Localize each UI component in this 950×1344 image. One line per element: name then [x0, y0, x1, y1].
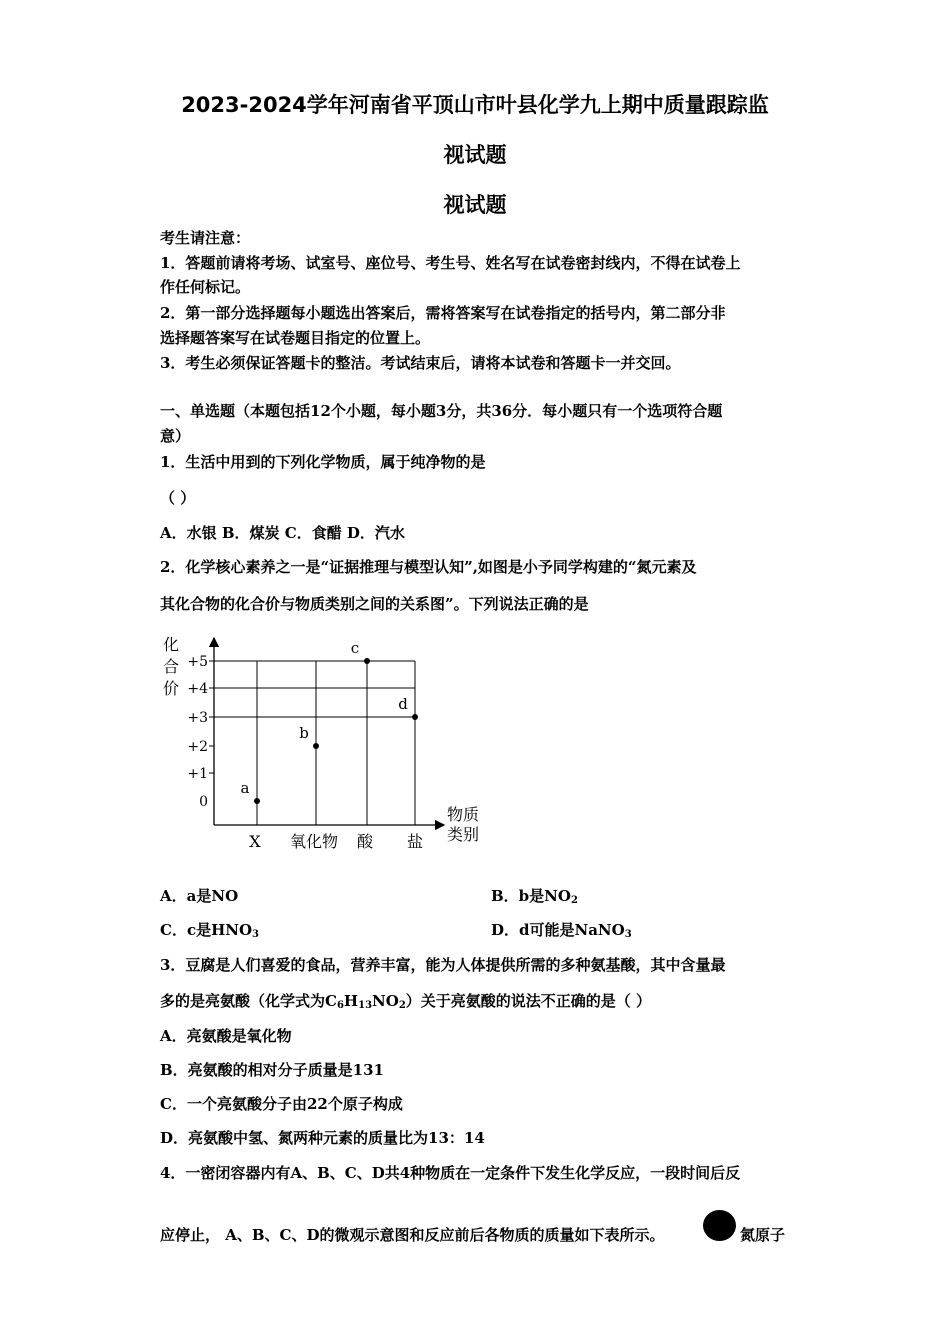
x-tick-label: 盐 [406, 832, 424, 851]
x-tick-label: 酸 [356, 832, 374, 851]
data-point-label: a [240, 779, 250, 797]
data-point-label: d [398, 695, 408, 713]
y-tick-label: +5 [187, 654, 208, 670]
x-tick-label: X [249, 832, 261, 851]
y-axis-label-char-1: 化 [163, 635, 180, 654]
section-heading: 一、单选题（本题包括12个小题，每小题3分，共36分．每小题只有一个选项符合题 [160, 402, 723, 420]
y-tick-label: +3 [187, 710, 208, 726]
question-2-option-d: D．d可能是NaNO$_3$ [491, 921, 632, 940]
data-point-a [254, 798, 260, 804]
data-point-d [412, 714, 418, 720]
question-1-options: A．水银 B．煤炭 C．食醋 D．汽水 [160, 524, 405, 542]
question-3-option-d: D．亮氨酸中氢、氮两种元素的质量比为13：14 [160, 1129, 485, 1147]
page-title-continued: 视试题 [443, 143, 507, 167]
y-tick-label: +1 [187, 766, 208, 782]
question-3-stem: 3．豆腐是人们喜爱的食品，营养丰富，能为人体提供所需的多种氨基酸，其中含量最 [160, 956, 726, 974]
nitrogen-atom-icon [703, 1210, 736, 1241]
notice-item-2-continued: 选择题答案写在试卷题目指定的位置上。 [160, 329, 431, 347]
notice-item-1: 1．答题前请将考场、试室号、座位号、考生号、姓名写在试卷密封线内，不得在试卷上 [160, 254, 741, 272]
question-3-option-b: B．亮氨酸的相对分子质量是131 [160, 1061, 384, 1079]
x-tick-label: 氧化物 [289, 832, 339, 851]
nitrogen-atom-label: 氮原子 [740, 1226, 786, 1244]
question-4-stem: 4．一密闭容器内有A、B、C、D共4种物质在一定条件下发生化学反应，一段时间后反 [160, 1164, 741, 1182]
data-point-label: c [350, 639, 360, 657]
page-title: 2023-2024学年河南省平顶山市叶县化学九上期中质量跟踪监 [181, 93, 769, 117]
x-axis-label-line-1: 物质 [447, 805, 480, 824]
question-1-stem: 1．生活中用到的下列化学物质，属于纯净物的是 [160, 453, 486, 471]
y-axis-label-char-3: 价 [163, 679, 180, 698]
y-tick-label: 0 [199, 794, 208, 810]
question-2-option-b: B．b是$NO_2$ [491, 887, 578, 906]
data-point-b [313, 743, 319, 749]
notice-heading: 考生请注意： [160, 229, 251, 247]
section-heading-continued: 意） [160, 427, 191, 445]
question-1-bracket: （ ） [160, 489, 196, 507]
y-tick-label: +4 [187, 681, 208, 697]
y-tick-label: +2 [187, 739, 208, 755]
question-2-stem: 2．化学核心素养之一是“证据推理与模型认知”,如图是小予同学构建的“氮元素及 [160, 558, 697, 576]
question-2-stem-continued: 其化合物的化合价与物质类别之间的关系图”。下列说法正确的是 [160, 595, 589, 613]
data-point-c [364, 658, 370, 664]
question-3-option-a: A．亮氨酸是氧化物 [160, 1027, 292, 1045]
question-3-option-c: C．一个亮氨酸分子由22个原子构成 [160, 1095, 403, 1113]
page-subtitle: 视试题 [443, 193, 507, 217]
y-axis-label-char-2: 合 [163, 657, 180, 676]
x-axis-label-line-2: 类别 [447, 825, 480, 844]
question-2-option-c: C．c是$HNO_3$ [160, 921, 259, 940]
valence-chart [150, 628, 490, 860]
notice-item-2: 2．第一部分选择题每小题选出答案后，需将答案写在试卷指定的括号内，第二部分非 [160, 304, 726, 322]
question-2-option-a: A．a是NO [160, 887, 239, 905]
question-4-stem-continued: 应停止， A、B、C、D的微观示意图和反应前后各物质的质量如下表所示。 [160, 1226, 665, 1244]
question-3-stem-continued: 多的是亮氨酸（化学式为$C_6H_{13}NO_2$）关于亮氨酸的说法不正确的是（ ） [160, 992, 652, 1011]
data-point-label: b [299, 724, 309, 742]
notice-item-3: 3．考生必须保证答题卡的整洁。考试结束后，请将本试卷和答题卡一并交回。 [160, 354, 681, 372]
notice-item-1-continued: 作任何标记。 [160, 278, 251, 296]
